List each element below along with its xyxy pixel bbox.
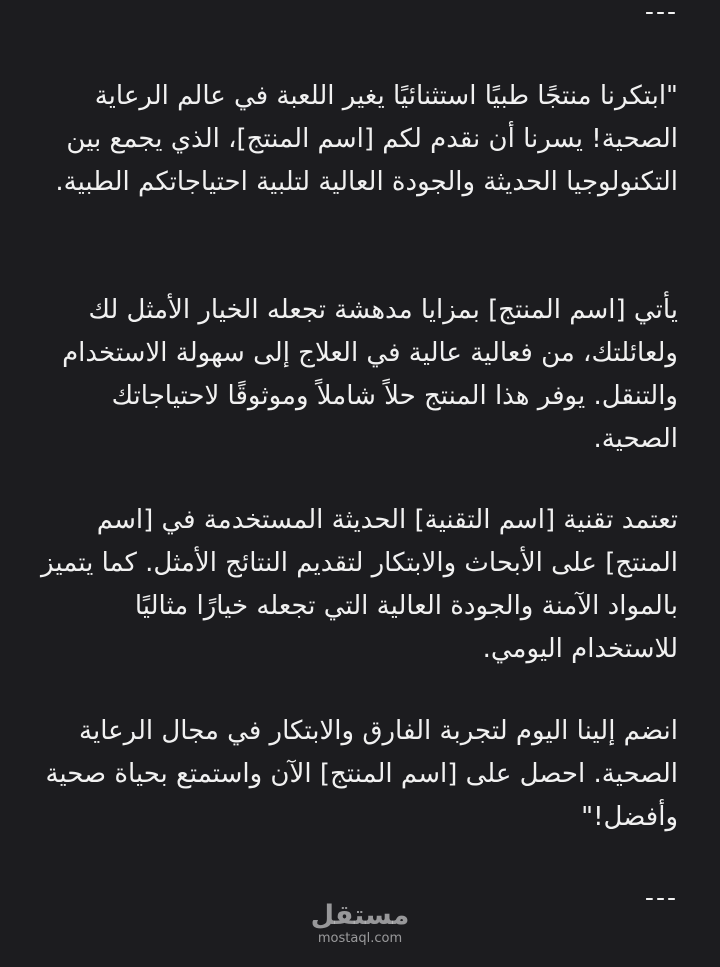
call-to-action-paragraph: انضم إلينا اليوم لتجربة الفارق والابتكار في مجال الرعاية الصحية. احصل على [اسم المنتج] الآن واستمتع بحياة صحية وأفضل!" [45,716,678,832]
mostaql-watermark [300,900,420,946]
top-separator: --- [644,0,678,26]
bottom-separator: --- [644,883,678,912]
watermark-url: mostaql.com [317,931,403,946]
intro-paragraph: "ابتكرنا منتجًا طبيًا استثنائيًا يغير اللعبة في عالم الرعاية الصحية! يسرنا أن نقدم لكم [اسم المنتج]، الذي يجمع بين التكنولوجيا الحديثة والجودة العالية لتلبية احتياجاتكم الطبية. [55,81,678,197]
watermark-logo: مستقل [310,900,410,931]
features-paragraph: يأتي [اسم المنتج] بمزايا مدهشة تجعله الخيار الأمثل لك ولعائلتك، من فعالية عالية في العلاج إلى سهولة الاستخدام والتنقل. يوفر هذا المنتج حلاً شاملاً وموثوقًا لاحتياجاتك الصحية. [62,295,678,454]
technology-paragraph: تعتمد تقنية [اسم التقنية] الحديثة المستخدمة في [اسم المنتج] على الأبحاث والابتكار لتقديم النتائج الأمثل. كما يتميز بالمواد الآمنة والجودة العالية التي تجعله خيارًا مثاليًا للاستخدام اليومي. [41,505,678,664]
